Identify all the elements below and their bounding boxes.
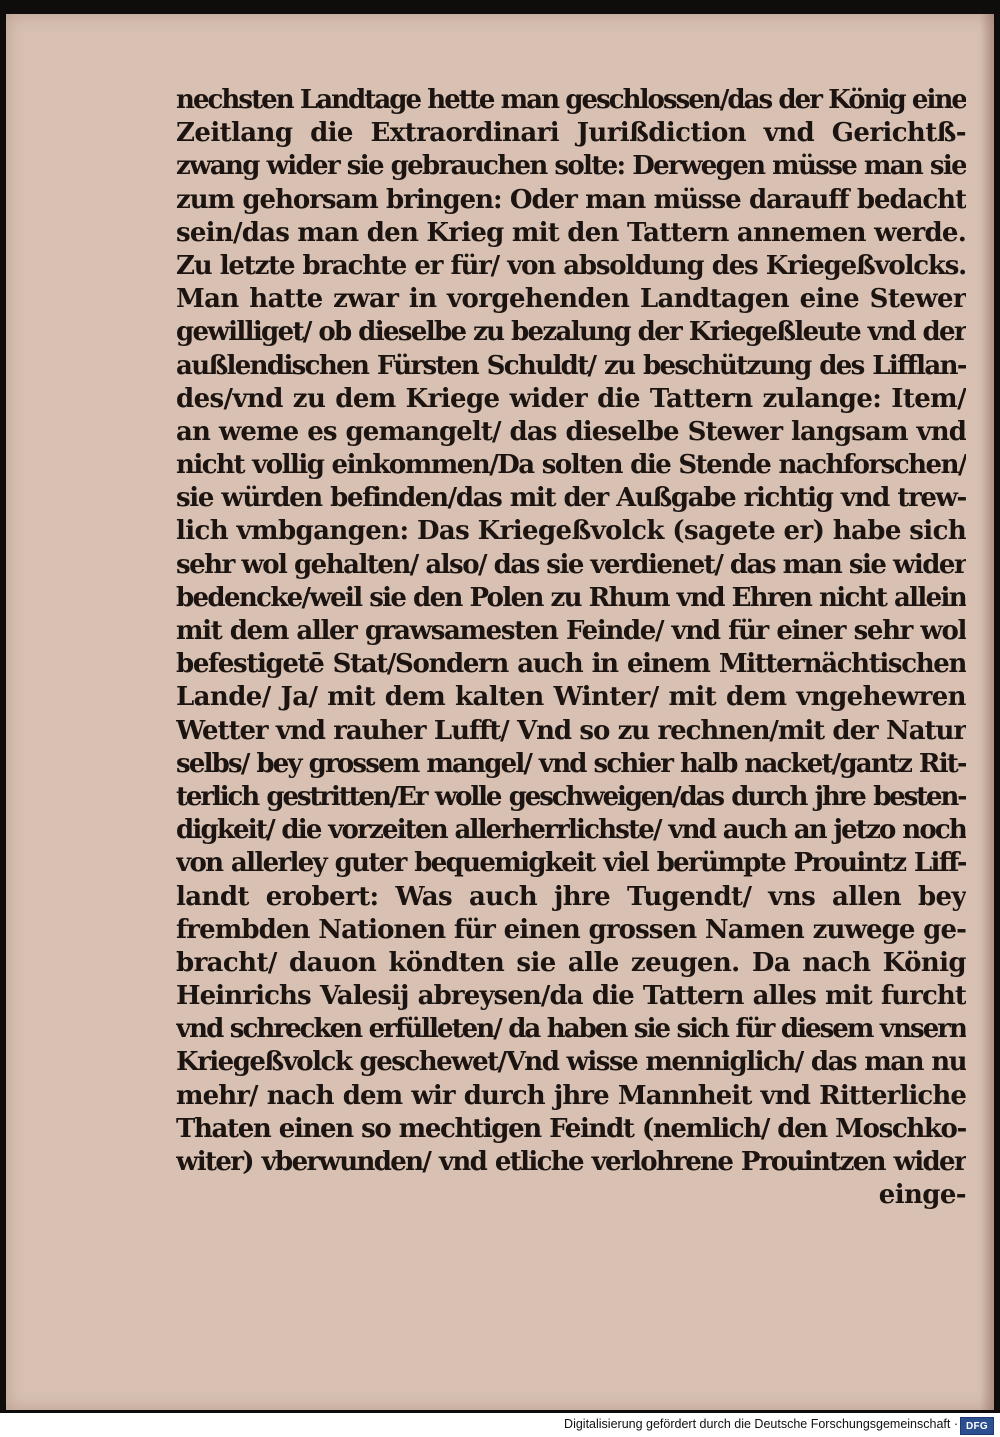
text-line: Wetter vnd rauher Lufft/ Vnd so zu rechnen/mit der Natur (176, 715, 966, 746)
text-line: bracht/ dauon köndten sie alle zeugen. Da nach König (176, 947, 966, 978)
text-line: terlich gestritten/Er wolle geschweigen/das durch jhre besten- (176, 781, 966, 812)
text-line: digkeit/ die vorzeiten allerherrlichste/ vnd auch an jetzo noch (176, 815, 966, 846)
dfg-logo-icon (960, 1417, 994, 1435)
text-line: außlendischen Fürsten Schuldt/ zu beschützung des Lifflan- (176, 350, 966, 381)
catchword: einge- (878, 1180, 966, 1211)
text-line: selbs/ bey grossem mangel/ vnd schier halb nacket/gantz Rit- (176, 748, 966, 779)
text-line: lich vmbgangen: Das Kriegeßvolck (sagete er) habe sich (176, 516, 966, 547)
text-line: nechsten Landtage hette man geschlossen/das der König eine (176, 85, 966, 115)
text-line: Zeitlang die Extraordinari Jurißdiction vnd Gerichtß- (176, 118, 966, 149)
text-line: Man hatte zwar in vorgehenden Landtagen eine Stewer (176, 284, 966, 315)
funding-credit: Digitalisierung gefördert durch die Deutsche Forschungsgemeinschaft · (564, 1417, 958, 1431)
text-line: Heinrichs Valesij abreysen/da die Tattern alles mit furcht (176, 981, 966, 1012)
text-line: nicht vollig einkommen/Da solten die Stende nachforschen/ (176, 450, 966, 481)
text-line: gewilliget/ ob dieselbe zu bezalung der Kriegeßleute vnd der (176, 317, 966, 348)
text-line: frembden Nationen für einen grossen Namen zuwege ge- (176, 914, 966, 945)
text-line: mit dem aller grawsamesten Feinde/ vnd für einer sehr wol (176, 616, 966, 646)
text-line: des/vnd zu dem Kriege wider die Tattern zulange: Item/ (176, 383, 966, 414)
text-line: Kriegeßvolck geschewet/Vnd wisse menniglich/ das man nu (176, 1047, 966, 1078)
page-text-block (176, 84, 966, 1212)
text-line: landt erobert: Was auch jhre Tugendt/ vns allen bey (176, 881, 966, 912)
text-line: Lande/ Ja/ mit dem kalten Winter/ mit dem vngehewren (176, 682, 966, 713)
text-line: von allerley guter bequemigkeit viel berümpte Prouintz Liff- (176, 848, 966, 879)
text-line: Thaten einen so mechtigen Feindt (nemlich/ den Moschko- (176, 1113, 966, 1144)
text-line: sie würden befinden/das mit der Außgabe richtig vnd trew- (176, 483, 966, 514)
dfg-logo-text: DFG (965, 1420, 988, 1432)
text-line: sein/das man den Krieg mit den Tattern annemen werde. (176, 217, 966, 248)
text-line: witer) vberwunden/ vnd etliche verlohrene Prouintzen wider (176, 1147, 966, 1177)
text-line: zum gehorsam bringen: Oder man müsse darauff bedacht (176, 184, 966, 215)
text-line: mehr/ nach dem wir durch jhre Mannheit vnd Ritterliche (176, 1080, 966, 1111)
text-line: an weme es gemangelt/ das dieselbe Stewer langsam vnd (176, 416, 966, 447)
book-page (6, 14, 994, 1410)
text-line: befestigetē Stat/Sondern auch in einem Mitternächtischen (176, 649, 966, 680)
text-line: zwang wider sie gebrauchen solte: Derwegen müsse man sie (176, 151, 966, 182)
digitization-footer (0, 1413, 1000, 1437)
text-line: Zu letzte brachte er für/ von absoldung des Kriegeßvolcks. (176, 250, 966, 281)
text-line: vnd schrecken erfülleten/ da haben sie sich für diesem vnsern (176, 1014, 966, 1045)
text-line: bedencke/weil sie den Polen zu Rhum vnd Ehren nicht allein (176, 582, 966, 613)
text-line: sehr wol gehalten/ also/ das sie verdienet/ das man sie wider (176, 549, 966, 580)
